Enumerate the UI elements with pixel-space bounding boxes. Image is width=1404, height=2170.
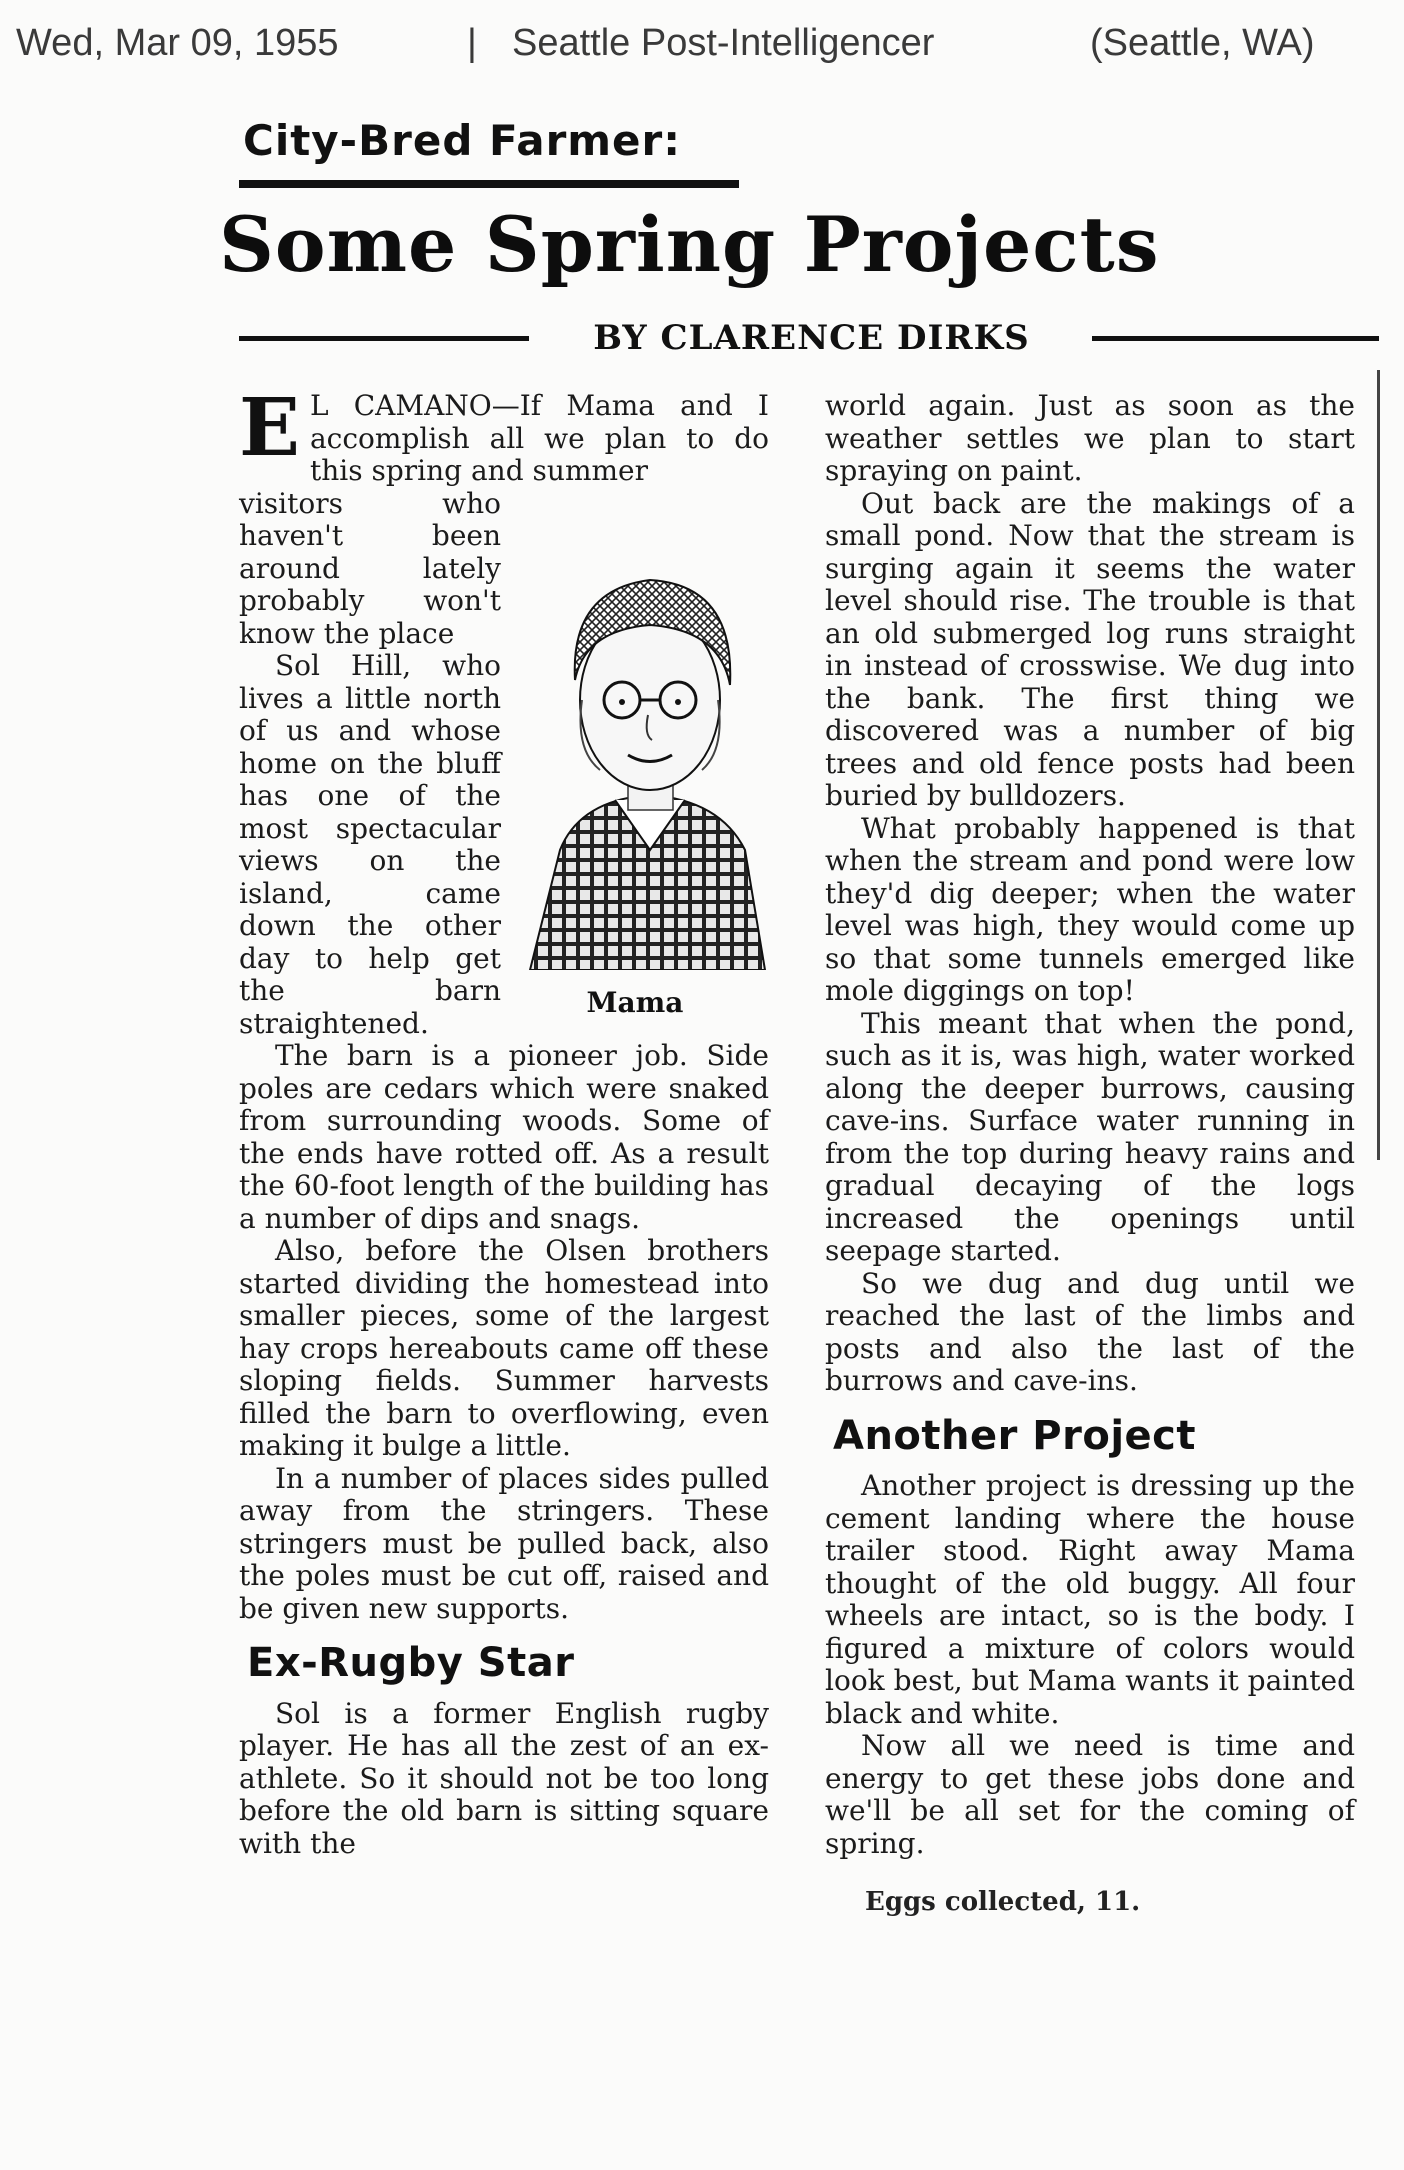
body-paragraph: The barn is a pioneer job. Side poles are cedars which were snaked from surrounding woods. Some of the ends have rotted off. As a result the 60-foot length of the building has a number of dips and snags. (239, 1039, 769, 1235)
header-separator: | (467, 22, 477, 64)
body-paragraph: Now all we need is time and energy to get these jobs done and we'll be all set for the coming of spring. (825, 1729, 1355, 1860)
narrow-paragraph-2: Sol Hill, who lives a little north of us and whose home on the bluff has one of the most spectacular views on the island, came down the other day to help get the barn straightened. (239, 649, 501, 1040)
portrait-photo (520, 550, 780, 970)
body-paragraph: Out back are the makings of a small pond. Now that the stream is surging again it seems the water level should rise. The trouble is that an old submerged log runs straight in instead of crosswise. We dug into the bank. The first thing we discovered was a number of big trees and old fence posts had been buried by bulldozers. (825, 486, 1355, 812)
intro-text: L CAMANO—If Mama and I accomplish all we plan to do this spring and summer (309, 389, 769, 487)
body-paragraph: Another project is dressing up the cement landing where the house trailer stood. Right away Mama thought of the old buggy. All four wheels are intact, so is the body. I figured a mixture of colors would look best, but Mama wants it painted black and white. (825, 1469, 1355, 1730)
newspaper-name: Seattle Post-Intelligencer (512, 22, 935, 64)
article-clipping (195, 100, 1375, 2170)
subhead-ex-rugby-star: Ex-Rugby Star (247, 1640, 575, 1686)
portrait-figure (520, 550, 780, 1030)
body-paragraph: This meant that when the pond, such as it is, was high, water worked along the deeper burrows, causing cave-ins. Surface water running in from the top during heavy rains and gradual decaying of the logs increased the openings until seepage started. (825, 1006, 1355, 1267)
body-paragraph: In a number of places sides pulled away from the stringers. These stringers must be pulled back, also the poles must be cut off, raised and be given new supports. (239, 1461, 769, 1625)
body-paragraph: world again. Just as soon as the weather settles we plan to start spraying on paint. (825, 389, 1355, 487)
body-paragraph: What probably happened is that when the stream and pond were low they'd dig deeper; when the water level was high, they would come up so that some tunnels emerged like mole diggings on top! (825, 811, 1355, 1007)
clipping-header (0, 0, 1404, 88)
byline-rule-right (1092, 336, 1379, 341)
kicker-rule (239, 180, 739, 188)
signoff-note: Eggs collected, 11. (865, 1887, 1141, 1917)
body-paragraph: So we dug and dug until we reached the last of the limbs and posts and also the last of the burrows and cave-ins. (825, 1266, 1355, 1397)
drop-cap: E (239, 380, 300, 474)
byline: BY CLARENCE DIRKS (593, 318, 1030, 358)
intro-paragraph (239, 380, 769, 488)
column-rule (1377, 370, 1380, 1160)
body-paragraph: Sol is a former English rugby player. He has all the zest of an ex-athlete. So it should not be too long before the old barn is sitting square with the (239, 1696, 769, 1860)
right-column (825, 390, 1355, 1919)
subhead-another-project: Another Project (833, 1412, 1196, 1459)
byline-rule-left (239, 336, 529, 341)
headline: Some Spring Projects (219, 200, 1160, 289)
newspaper-location: (Seattle, WA) (1090, 22, 1315, 64)
photo-caption: Mama (586, 986, 684, 1019)
column-kicker: City-Bred Farmer: (243, 116, 682, 165)
byline-row (239, 318, 1359, 358)
body-paragraph: Also, before the Olsen brothers started dividing the homestead into smaller pieces, some of the largest hay crops hereabouts came off these sloping fields. Summer harvests filled the barn to overflowing, even making it bulge a little. (239, 1234, 769, 1462)
narrow-paragraph-1: visitors who haven't been around lately probably won't know the place (239, 486, 501, 650)
publication-date: Wed, Mar 09, 1955 (16, 22, 339, 64)
